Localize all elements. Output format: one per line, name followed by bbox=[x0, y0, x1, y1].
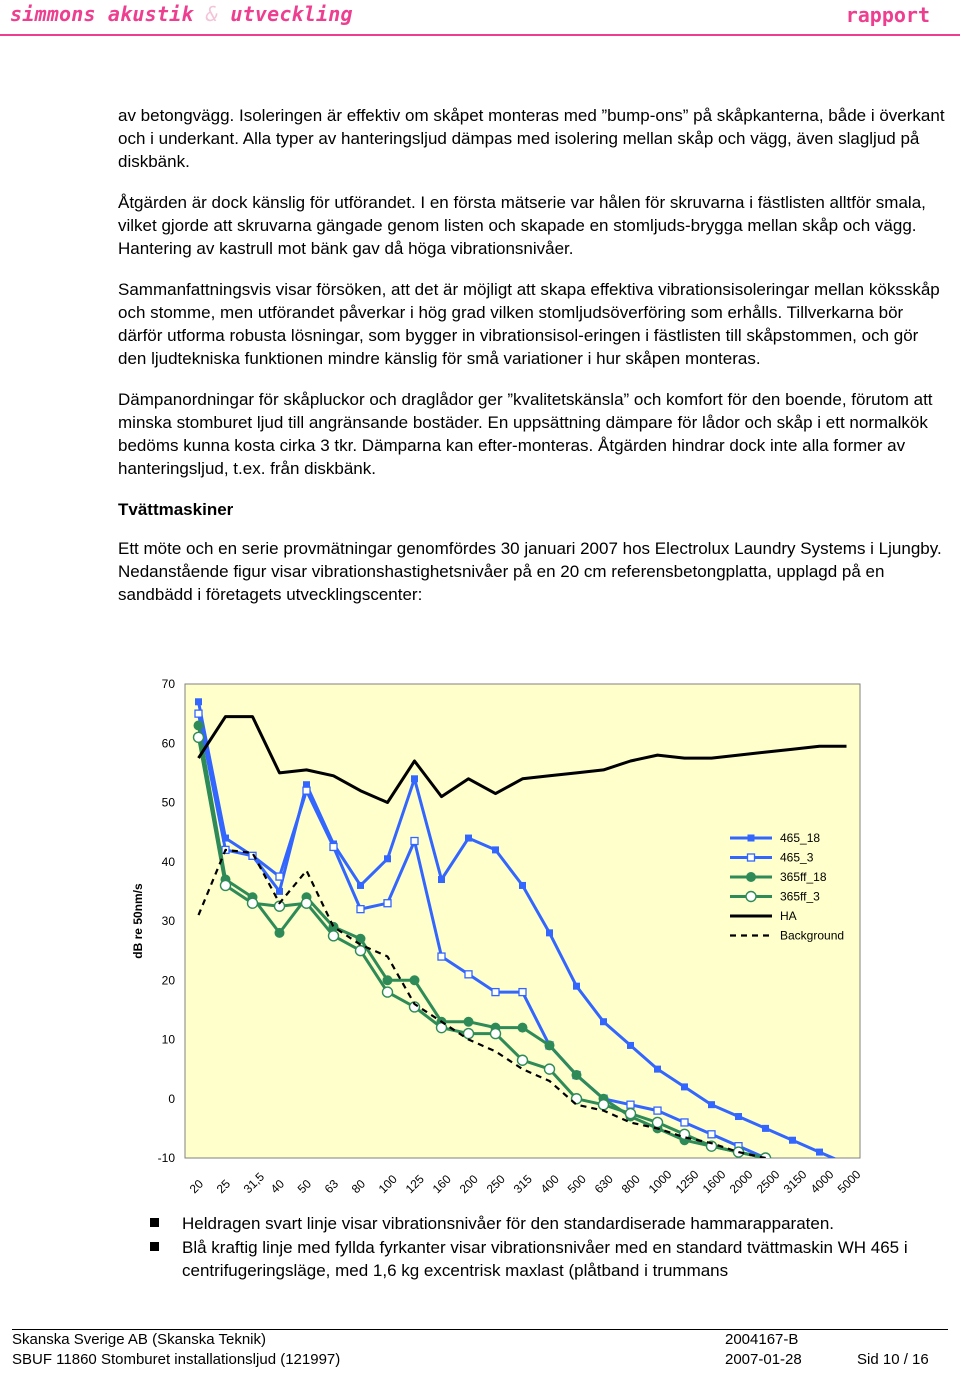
data-point bbox=[653, 1117, 663, 1127]
plot-area bbox=[185, 684, 860, 1158]
page-footer bbox=[12, 1329, 948, 1370]
footer-page-number: Sid 10 / 16 bbox=[857, 1351, 929, 1368]
data-point bbox=[276, 888, 283, 895]
data-point bbox=[654, 1066, 661, 1073]
brand-name-part1: simmons akustik bbox=[10, 2, 206, 26]
brand-name-part2: utveckling bbox=[218, 2, 353, 26]
bullet-item bbox=[150, 1212, 950, 1235]
data-point bbox=[573, 983, 580, 990]
data-point bbox=[545, 1040, 555, 1050]
data-point bbox=[626, 1109, 636, 1119]
x-tick-label: 3150 bbox=[780, 1167, 810, 1197]
y-axis-label: dB re 50nm/s bbox=[131, 883, 145, 959]
data-point bbox=[464, 1017, 474, 1027]
legend-marker bbox=[748, 854, 755, 861]
data-point bbox=[411, 838, 418, 845]
y-tick-label: 0 bbox=[168, 1091, 175, 1106]
data-point bbox=[329, 931, 339, 941]
data-point bbox=[383, 987, 393, 997]
document-type: rapport bbox=[845, 3, 930, 27]
legend-label: 465_3 bbox=[780, 850, 814, 865]
data-point bbox=[384, 900, 391, 907]
x-tick-label: 400 bbox=[537, 1172, 562, 1197]
data-point bbox=[627, 1101, 634, 1108]
data-point bbox=[518, 1023, 528, 1033]
data-point bbox=[519, 989, 526, 996]
data-point bbox=[303, 787, 310, 794]
brand-logo bbox=[10, 2, 353, 26]
data-point bbox=[438, 876, 445, 883]
data-point bbox=[654, 1107, 661, 1114]
data-point bbox=[411, 775, 418, 782]
data-point bbox=[572, 1070, 582, 1080]
data-point bbox=[492, 846, 499, 853]
data-point bbox=[438, 953, 445, 960]
data-point bbox=[816, 1149, 823, 1156]
x-tick-label: 50 bbox=[294, 1176, 315, 1197]
data-point bbox=[746, 872, 756, 882]
data-point bbox=[788, 1159, 798, 1169]
data-point bbox=[545, 1064, 555, 1074]
data-point bbox=[735, 1113, 742, 1120]
bullet-square-icon bbox=[150, 1218, 159, 1227]
x-tick-label: 40 bbox=[267, 1176, 288, 1197]
x-tick-label: 125 bbox=[402, 1172, 427, 1197]
data-point bbox=[708, 1101, 715, 1108]
data-point bbox=[194, 720, 204, 730]
data-point bbox=[330, 843, 337, 850]
x-tick-label: 630 bbox=[591, 1172, 616, 1197]
data-point bbox=[410, 975, 420, 985]
x-tick-label: 1000 bbox=[645, 1167, 675, 1197]
x-tick-label: 31,5 bbox=[240, 1169, 268, 1197]
data-point bbox=[248, 898, 258, 908]
y-tick-label: 50 bbox=[161, 795, 175, 810]
data-point bbox=[518, 1055, 528, 1065]
data-point bbox=[746, 892, 756, 902]
data-point bbox=[519, 882, 526, 889]
legend-label: Background bbox=[780, 928, 845, 943]
x-tick-label: 80 bbox=[348, 1176, 369, 1197]
legend-marker bbox=[748, 835, 755, 842]
legend-marker bbox=[746, 892, 756, 902]
data-point bbox=[748, 835, 755, 842]
data-point bbox=[384, 855, 391, 862]
y-tick-label: 40 bbox=[161, 854, 175, 869]
legend-label: HA bbox=[780, 909, 797, 923]
x-tick-label: 800 bbox=[618, 1172, 643, 1197]
y-tick-label: 20 bbox=[161, 973, 175, 988]
data-point bbox=[546, 929, 553, 936]
x-tick-label: 20 bbox=[186, 1176, 207, 1197]
x-tick-label: 4000 bbox=[807, 1167, 837, 1197]
data-point bbox=[464, 1029, 474, 1039]
data-point bbox=[681, 1083, 688, 1090]
data-point bbox=[762, 1125, 769, 1132]
paragraph-4: Dämpanordningar för skåpluckor och draglådor ger ”kvalitetskänsla” och komfort för den boende, förutom att minska stomburet ljud till angränsande bostäder. En uppsättning dämpare för lådor och skåp i ett normalkök bedöms kunna kosta cirka 3 tkr. Dämparna kan efter-monteras. Åtgärden hindrar dock inte alla former av hanteringsljud, t.ex. från diskbänk. bbox=[118, 390, 933, 478]
x-tick-label: 100 bbox=[375, 1172, 400, 1197]
x-tick-label: 160 bbox=[429, 1172, 454, 1197]
footer-report-number: 2004167-B bbox=[725, 1331, 799, 1348]
x-tick-label: 200 bbox=[456, 1172, 481, 1197]
x-tick-label: 1600 bbox=[699, 1167, 729, 1197]
vibration-level-chart bbox=[120, 672, 880, 1207]
data-point bbox=[276, 873, 283, 880]
data-point bbox=[465, 835, 472, 842]
y-tick-label: 60 bbox=[161, 736, 175, 751]
data-point bbox=[465, 971, 472, 978]
legend-label: 365ff_3 bbox=[780, 889, 820, 904]
footer-date: 2007-01-28 bbox=[725, 1351, 802, 1368]
footer-company: Skanska Sverige AB (Skanska Teknik) bbox=[12, 1331, 267, 1348]
y-tick-label: -10 bbox=[157, 1151, 175, 1165]
data-point bbox=[491, 1029, 501, 1039]
paragraph-1: av betongvägg. Isoleringen är effektiv om skåpet monteras med ”bump-ons” på skåpkanterna, både i överkant och i underkant. Alla typer av hanteringsljud dämpas med isolering mellan skåp och vägg, även slagljud på diskbänk. bbox=[118, 106, 945, 171]
legend-marker bbox=[746, 872, 756, 882]
x-tick-label: 1250 bbox=[672, 1167, 702, 1197]
data-point bbox=[599, 1100, 609, 1110]
section-heading: Tvättmaskiner bbox=[118, 500, 234, 519]
bullet-list bbox=[150, 1212, 950, 1283]
data-point bbox=[492, 989, 499, 996]
x-tick-label: 2500 bbox=[753, 1167, 783, 1197]
data-point bbox=[195, 710, 202, 717]
y-tick-label: 70 bbox=[161, 677, 175, 691]
legend-label: 465_18 bbox=[780, 831, 821, 845]
brand-ampersand: & bbox=[205, 2, 219, 26]
data-point bbox=[627, 1042, 634, 1049]
data-point bbox=[357, 906, 364, 913]
x-tick-label: 5000 bbox=[834, 1167, 864, 1197]
data-point bbox=[357, 882, 364, 889]
data-point bbox=[302, 898, 312, 908]
data-point bbox=[194, 732, 204, 742]
data-point bbox=[708, 1131, 715, 1138]
body-text bbox=[118, 104, 948, 624]
x-tick-label: 63 bbox=[321, 1176, 342, 1197]
bullet-text: Heldragen svart linje visar vibrationsnivåer för den standardiserade hammarapparaten. bbox=[182, 1214, 835, 1233]
paragraph-3: Sammanfattningsvis visar försöken, att det är möjligt att skapa effektiva vibrationsisoleringar mellan köksskåp och stomme, men utförandet påverkar i hög grad vilken stomljudsöverföring som erhålls. Tillverkarna bör därför utforma robusta lösningar, som bygger in vibrationsisol-eringen i fästlisten till skåpstommen, och gör den ljudtekniska funktionen mindre känslig för små variationer i hur skåpen monteras. bbox=[118, 280, 940, 368]
paragraph-2: Åtgärden är dock känslig för utförandet. I en första mätserie var hålen för skruvarna i fästlisten alltför smala, vilket gjorde att skruvarna gängade genom listen och skapade en stomljuds-brygga mellan skåp och vägg. Hantering av kastrull mot bänk gav då höga vibrationsnivåer. bbox=[118, 193, 926, 258]
data-point bbox=[789, 1137, 796, 1144]
legend-label: 365ff_18 bbox=[780, 870, 827, 884]
x-tick-label: 315 bbox=[510, 1172, 535, 1197]
x-tick-label: 250 bbox=[483, 1172, 508, 1197]
bullet-square-icon bbox=[150, 1242, 159, 1251]
data-point bbox=[275, 928, 285, 938]
data-point bbox=[681, 1119, 688, 1126]
data-point bbox=[748, 854, 755, 861]
x-tick-label: 2000 bbox=[726, 1167, 756, 1197]
x-tick-label: 500 bbox=[564, 1172, 589, 1197]
footer-project: SBUF 11860 Stomburet installationsljud (121997) bbox=[12, 1351, 341, 1368]
data-point bbox=[383, 975, 393, 985]
x-tick-label: 25 bbox=[213, 1176, 234, 1197]
data-point bbox=[843, 1160, 850, 1167]
data-point bbox=[356, 946, 366, 956]
data-point bbox=[788, 1159, 798, 1169]
data-point bbox=[195, 698, 202, 705]
bullet-item bbox=[150, 1236, 950, 1282]
section-paragraph: Ett möte och en serie provmätningar genomfördes 30 januari 2007 hos Electrolux Laundry Systems i Ljungby. Nedanstående figur visar vibrationshastighetsnivåer på en 20 cm referensbetongplatta, upplagd på en sandbädd i företagets utvecklingscenter: bbox=[118, 539, 942, 604]
y-tick-label: 30 bbox=[161, 914, 175, 928]
y-tick-label: 10 bbox=[161, 1032, 175, 1047]
header-rule bbox=[0, 34, 960, 36]
data-point bbox=[221, 880, 231, 890]
bullet-text: Blå kraftig linje med fyllda fyrkanter visar vibrationsnivåer med en standard tvättmaskin WH 465 i centrifugeringsläge, med 1,6 kg excentrisk maxlast (plåtband i trummans bbox=[182, 1238, 908, 1280]
data-point bbox=[600, 1018, 607, 1025]
